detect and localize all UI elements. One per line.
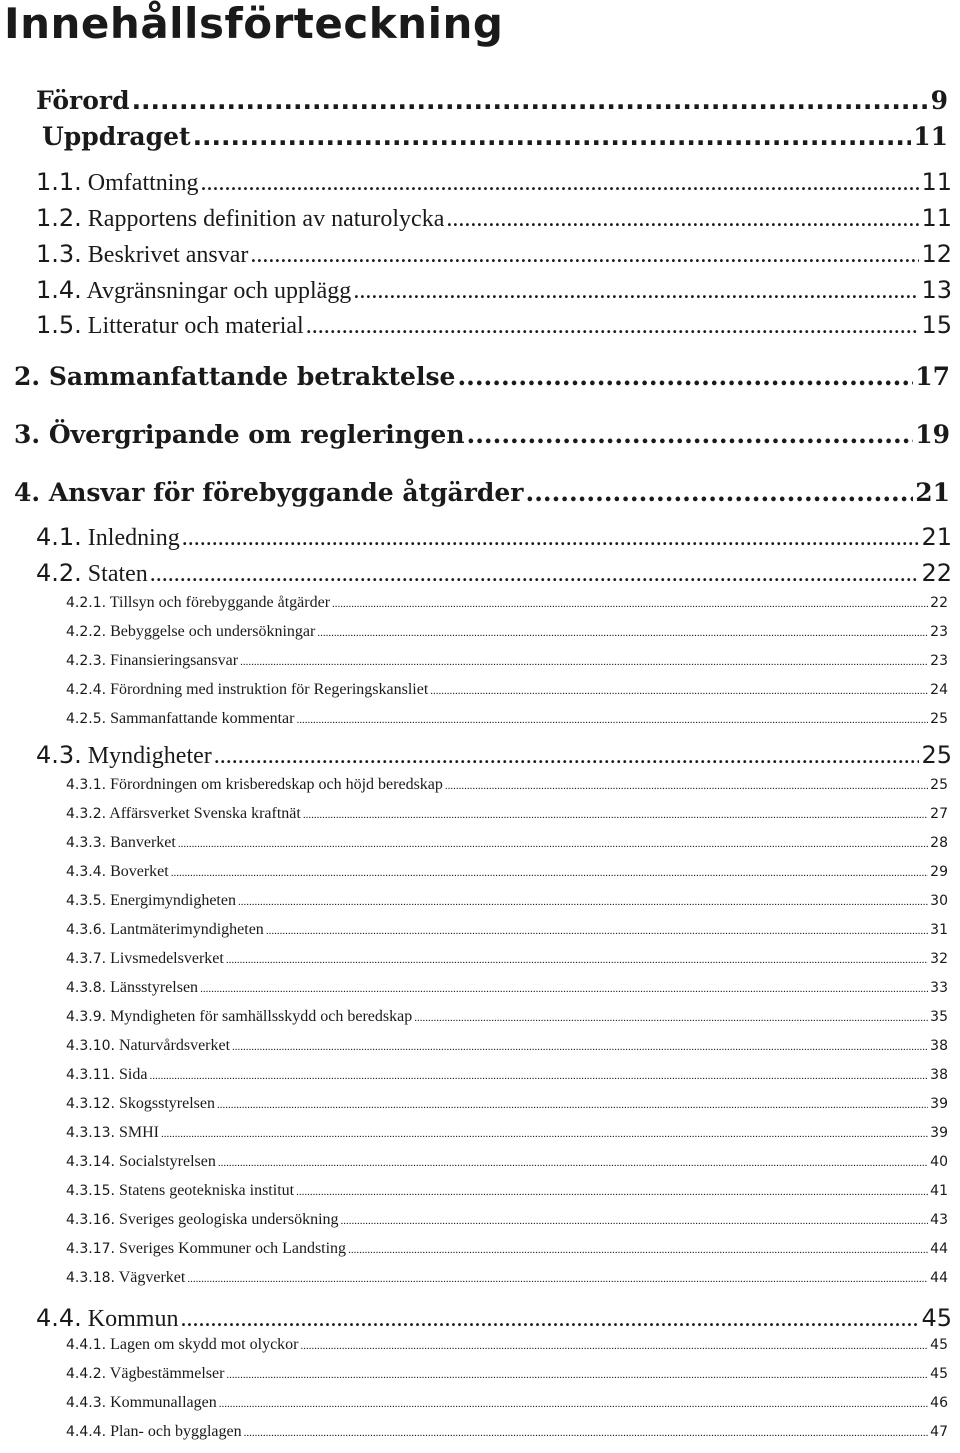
toc-entry-number: 3. bbox=[14, 420, 41, 449]
toc-dot-leader bbox=[250, 242, 919, 269]
toc-page-number: 23 bbox=[930, 653, 948, 669]
toc-entry-label bbox=[42, 122, 193, 151]
toc-dot-leader bbox=[182, 525, 920, 552]
toc-dot-leader bbox=[306, 313, 920, 340]
toc-page-number: 47 bbox=[930, 1424, 948, 1440]
toc-entry[interactable] bbox=[66, 710, 948, 728]
toc-entry-label bbox=[66, 863, 171, 881]
toc-entry-number: 4.3.5. bbox=[66, 893, 107, 909]
toc-page-number: 25 bbox=[930, 711, 948, 727]
toc-entry[interactable] bbox=[66, 1066, 948, 1084]
toc-entry-label bbox=[36, 168, 200, 197]
toc-page-number: 38 bbox=[930, 1067, 948, 1083]
toc-entry-title: Sammanfattande kommentar bbox=[110, 710, 295, 727]
toc-page-number: 9 bbox=[930, 86, 948, 115]
toc-dot-leader bbox=[238, 896, 928, 908]
toc-page-number: 25 bbox=[921, 741, 952, 769]
toc-page-number: 24 bbox=[930, 682, 948, 698]
toc-entry-label bbox=[66, 1124, 161, 1142]
toc-dot-leader bbox=[457, 362, 913, 391]
toc-entry-title: Förordning med instruktion för Regeringskansliet bbox=[110, 681, 429, 698]
toc-entry-label bbox=[36, 240, 250, 269]
toc-entry-number: 4.2.2. bbox=[66, 624, 107, 640]
toc-page-number: 43 bbox=[930, 1212, 948, 1228]
toc-dot-leader bbox=[266, 925, 928, 937]
toc-dot-leader bbox=[317, 627, 928, 639]
toc-entry-label bbox=[36, 276, 353, 305]
toc-entry-label bbox=[36, 559, 150, 588]
toc-entry-number: 2. bbox=[14, 362, 41, 391]
toc-entry-title: Boverket bbox=[110, 863, 169, 880]
toc-page-number: 30 bbox=[930, 893, 948, 909]
toc-entry[interactable] bbox=[14, 362, 950, 391]
toc-entry[interactable] bbox=[36, 86, 948, 115]
toc-entry-label bbox=[66, 1182, 296, 1200]
toc-entry-label bbox=[14, 478, 525, 507]
toc-entry-label bbox=[66, 1008, 414, 1026]
toc-page-number: 44 bbox=[930, 1241, 948, 1257]
toc-entry-title: Myndigheten för samhällsskydd och beredskap bbox=[110, 1008, 413, 1025]
toc-entry-number: 4.2.1. bbox=[66, 595, 107, 611]
toc-dot-leader bbox=[525, 478, 913, 507]
toc-entry-label bbox=[36, 311, 306, 340]
toc-entry-number: 4.3.14. bbox=[66, 1154, 115, 1170]
toc-entry-title: Plan- och bygglagen bbox=[110, 1423, 242, 1440]
toc-entry[interactable] bbox=[66, 1095, 948, 1113]
toc-entry-number: 4.3.6. bbox=[66, 922, 107, 938]
toc-entry-label bbox=[66, 1336, 301, 1354]
toc-dot-leader bbox=[303, 809, 928, 821]
toc-entry[interactable] bbox=[36, 741, 952, 770]
toc-entry-number: 4.3.15. bbox=[66, 1183, 115, 1199]
toc-dot-leader bbox=[218, 1157, 928, 1169]
toc-entry[interactable] bbox=[36, 204, 952, 233]
toc-page-number: 33 bbox=[930, 980, 948, 996]
toc-entry[interactable] bbox=[66, 1269, 948, 1287]
toc-entry-title: Bebyggelse och undersökningar bbox=[110, 623, 316, 640]
toc-entry-number: 4.2. bbox=[36, 559, 82, 587]
toc-dot-leader bbox=[414, 1012, 928, 1024]
toc-page-number: 31 bbox=[930, 922, 948, 938]
toc-entry[interactable] bbox=[66, 1153, 948, 1171]
toc-entry-number: 4.3.16. bbox=[66, 1212, 115, 1228]
toc-entry[interactable] bbox=[66, 1037, 948, 1055]
toc-entry-number: 4.3.4. bbox=[66, 864, 107, 880]
toc-entry[interactable] bbox=[66, 1423, 948, 1441]
toc-entry-title: Sveriges geologiska undersökning bbox=[118, 1211, 339, 1228]
toc-dot-leader bbox=[301, 1340, 929, 1352]
toc-entry-number: 4.3.7. bbox=[66, 951, 107, 967]
toc-page-number: 45 bbox=[921, 1304, 952, 1332]
toc-entry-number: 4.2.3. bbox=[66, 653, 107, 669]
toc-dot-leader bbox=[171, 867, 928, 879]
toc-entry-title: Uppdraget bbox=[42, 122, 191, 151]
toc-entry[interactable] bbox=[66, 1336, 948, 1354]
toc-page-number: 29 bbox=[930, 864, 948, 880]
toc-dot-leader bbox=[446, 206, 919, 233]
toc-entry-label bbox=[66, 1037, 232, 1055]
toc-entry-label bbox=[36, 86, 132, 115]
toc-entry-number: 4.4.1. bbox=[66, 1337, 107, 1353]
toc-entry[interactable] bbox=[14, 478, 950, 507]
toc-entry-title: Beskrivet ansvar bbox=[87, 242, 249, 268]
toc-entry[interactable] bbox=[66, 776, 948, 794]
toc-page-number: 22 bbox=[921, 559, 952, 587]
toc-dot-leader bbox=[296, 1186, 928, 1198]
toc-entry[interactable] bbox=[66, 652, 948, 670]
toc-entry[interactable] bbox=[66, 1008, 948, 1026]
toc-entry-number: 1.3. bbox=[36, 240, 82, 268]
toc-entry-title: Lantmäterimyndigheten bbox=[110, 921, 264, 938]
toc-entry-number: 4.4.3. bbox=[66, 1395, 107, 1411]
toc-entry-number: 4.3.12. bbox=[66, 1096, 115, 1112]
toc-entry-number: 4.2.4. bbox=[66, 682, 107, 698]
toc-entry-number: 4.1. bbox=[36, 523, 82, 551]
toc-page-number: 45 bbox=[930, 1337, 948, 1353]
toc-entry-title: Kommunallagen bbox=[110, 1394, 217, 1411]
toc-entry-number: 4.3.17. bbox=[66, 1241, 115, 1257]
toc-page-number: 28 bbox=[930, 835, 948, 851]
toc-page-number: 15 bbox=[921, 311, 952, 339]
toc-entry[interactable] bbox=[66, 805, 948, 823]
toc-dot-leader bbox=[200, 983, 928, 995]
toc-entry-title: Livsmedelsverket bbox=[110, 950, 224, 967]
toc-entry[interactable] bbox=[66, 681, 948, 699]
toc-entry[interactable] bbox=[42, 122, 948, 151]
toc-page-number: 19 bbox=[915, 420, 950, 449]
toc-entry-label bbox=[66, 1240, 348, 1258]
toc-entry[interactable] bbox=[66, 1124, 948, 1142]
toc-page-number: 13 bbox=[921, 276, 952, 304]
toc-page-number: 11 bbox=[921, 168, 952, 196]
toc-entry-title: Sammanfattande betraktelse bbox=[48, 362, 456, 391]
toc-entry[interactable] bbox=[66, 1182, 948, 1200]
toc-dot-leader bbox=[149, 1070, 928, 1082]
toc-entry-title: Skogsstyrelsen bbox=[118, 1095, 215, 1112]
toc-entry-title: SMHI bbox=[118, 1124, 159, 1141]
toc-dot-leader bbox=[445, 780, 928, 792]
toc-page-number: 12 bbox=[921, 240, 952, 268]
toc-entry[interactable] bbox=[66, 979, 948, 997]
toc-dot-leader bbox=[430, 685, 928, 697]
toc-dot-leader bbox=[187, 1273, 928, 1285]
toc-dot-leader bbox=[180, 1306, 919, 1333]
toc-entry-label bbox=[66, 1423, 244, 1441]
toc-entry-label bbox=[36, 1304, 180, 1333]
toc-entry-label bbox=[66, 652, 240, 670]
toc-dot-leader bbox=[232, 1041, 928, 1053]
toc-entry[interactable] bbox=[66, 1394, 948, 1412]
toc-entry-number: 4.2.5. bbox=[66, 711, 107, 727]
toc-entry-label bbox=[66, 1211, 341, 1229]
toc-page-number: 45 bbox=[930, 1366, 948, 1382]
toc-entry-title: Avgränsningar och upplägg bbox=[86, 278, 352, 304]
toc-entry[interactable] bbox=[36, 240, 952, 269]
toc-entry-title: Länsstyrelsen bbox=[110, 979, 199, 996]
toc-entry[interactable] bbox=[66, 892, 948, 910]
toc-entry-title: Vägverket bbox=[118, 1269, 186, 1286]
toc-page-number: 11 bbox=[921, 204, 952, 232]
toc-entry-number: 4.4.4. bbox=[66, 1424, 107, 1440]
toc-entry-label bbox=[66, 1095, 217, 1113]
toc-entry[interactable] bbox=[66, 950, 948, 968]
toc-entry-label bbox=[66, 892, 238, 910]
toc-page-number: 25 bbox=[930, 777, 948, 793]
toc-page-number: 41 bbox=[930, 1183, 948, 1199]
toc-entry[interactable] bbox=[36, 311, 952, 340]
toc-entry[interactable] bbox=[36, 1304, 952, 1333]
toc-dot-leader bbox=[244, 1427, 929, 1439]
toc-dot-leader bbox=[200, 170, 919, 197]
toc-entry[interactable] bbox=[66, 623, 948, 641]
toc-entry-number: 4.4. bbox=[36, 1304, 82, 1332]
toc-page-number: 46 bbox=[930, 1395, 948, 1411]
toc-dot-leader bbox=[226, 1369, 928, 1381]
toc-entry-number: 4.3.11. bbox=[66, 1067, 115, 1083]
toc-entry-title: Kommun bbox=[87, 1306, 179, 1332]
toc-page-number: 21 bbox=[921, 523, 952, 551]
toc-entry-label bbox=[14, 420, 467, 449]
toc-entry[interactable] bbox=[66, 1211, 948, 1229]
toc-entry-title: Myndigheter bbox=[87, 743, 212, 769]
toc-entry-label bbox=[66, 950, 226, 968]
toc-entry[interactable] bbox=[66, 863, 948, 881]
toc-entry-label bbox=[66, 710, 296, 728]
toc-page-number: 22 bbox=[930, 595, 948, 611]
toc-entry-number: 1.5. bbox=[36, 311, 82, 339]
toc-entry-label bbox=[66, 921, 266, 939]
toc-page-number: 21 bbox=[915, 478, 950, 507]
toc-entry-title: Lagen om skydd mot olyckor bbox=[110, 1336, 299, 1353]
toc-dot-leader bbox=[348, 1244, 928, 1256]
toc-entry-title: Sveriges Kommuner och Landsting bbox=[118, 1240, 347, 1257]
toc-dot-leader bbox=[332, 598, 928, 610]
toc-page-number: 27 bbox=[930, 806, 948, 822]
toc-page-number: 17 bbox=[915, 362, 950, 391]
toc-entry[interactable] bbox=[36, 168, 952, 197]
toc-entry-number: 4.3.1. bbox=[66, 777, 107, 793]
toc-entry-number: 1.4. bbox=[36, 276, 82, 304]
toc-entry[interactable] bbox=[36, 559, 952, 588]
toc-entry-label bbox=[14, 362, 457, 391]
toc-entry-title: Övergripande om regleringen bbox=[48, 420, 465, 449]
toc-page-number: 35 bbox=[930, 1009, 948, 1025]
toc-entry-title: Banverket bbox=[110, 834, 176, 851]
toc-page-number: 39 bbox=[930, 1096, 948, 1112]
toc-dot-leader bbox=[178, 838, 928, 850]
toc-entry[interactable] bbox=[14, 420, 950, 449]
toc-entry-title: Sida bbox=[118, 1066, 148, 1083]
toc-entry-title: Staten bbox=[87, 561, 148, 587]
toc-entry-title: Förordningen om krisberedskap och höjd beredskap bbox=[110, 776, 443, 793]
toc-page-number: 39 bbox=[930, 1125, 948, 1141]
toc-dot-leader bbox=[353, 278, 919, 305]
toc-entry-label bbox=[66, 1394, 219, 1412]
toc-entry-number: 4.3. bbox=[36, 741, 82, 769]
toc-dot-leader bbox=[217, 1099, 928, 1111]
toc-entry-title: Förord bbox=[36, 86, 130, 115]
toc-page-number: 23 bbox=[930, 624, 948, 640]
toc-page-number: 11 bbox=[913, 122, 948, 151]
toc-dot-leader bbox=[296, 714, 928, 726]
toc-entry-label bbox=[66, 1365, 226, 1383]
toc-entry-label bbox=[66, 776, 445, 794]
toc-entry-label bbox=[66, 623, 317, 641]
toc-entry-number: 1.2. bbox=[36, 204, 82, 232]
toc-entry-title: Tillsyn och förebyggande åtgärder bbox=[109, 594, 331, 611]
toc-entry-number: 4.3.18. bbox=[66, 1270, 115, 1286]
toc-dot-leader bbox=[226, 954, 928, 966]
toc-entry-title: Inledning bbox=[87, 525, 180, 551]
toc-entry-label bbox=[66, 805, 303, 823]
toc-entry-label bbox=[66, 681, 430, 699]
toc-entry-number: 4.3.13. bbox=[66, 1125, 115, 1141]
toc-entry[interactable] bbox=[66, 1365, 948, 1383]
toc-entry-title: Litteratur och material bbox=[87, 313, 304, 339]
toc-dot-leader bbox=[341, 1215, 929, 1227]
toc-entry-number: 4.3.8. bbox=[66, 980, 107, 996]
toc-page-number: 44 bbox=[930, 1270, 948, 1286]
toc-entry-number: 4.3.3. bbox=[66, 835, 107, 851]
toc-entry[interactable] bbox=[66, 921, 948, 939]
toc-entry[interactable] bbox=[66, 1240, 948, 1258]
toc-entry[interactable] bbox=[66, 834, 948, 852]
toc-entry-number: 4. bbox=[14, 478, 41, 507]
toc-entry-title: Omfattning bbox=[87, 170, 199, 196]
toc-entry-label bbox=[66, 594, 332, 612]
toc-entry-label bbox=[66, 1153, 218, 1171]
toc-entry-title: Socialstyrelsen bbox=[118, 1153, 216, 1170]
toc-dot-leader bbox=[467, 420, 914, 449]
toc-entry-number: 4.4.2. bbox=[66, 1366, 107, 1382]
toc-entry-number: 4.3.2. bbox=[66, 806, 107, 822]
page-title: Innehållsförteckning bbox=[4, 0, 504, 48]
toc-entry-label bbox=[66, 1269, 187, 1287]
toc-entry-number: 4.3.10. bbox=[66, 1038, 115, 1054]
toc-entry-number: 1.1. bbox=[36, 168, 82, 196]
toc-entry-label bbox=[66, 1066, 149, 1084]
toc-entry[interactable] bbox=[66, 594, 948, 612]
toc-dot-leader bbox=[193, 122, 912, 151]
toc-entry-title: Statens geotekniska institut bbox=[118, 1182, 295, 1199]
toc-dot-leader bbox=[214, 743, 920, 770]
toc-entry-title: Finansieringsansvar bbox=[110, 652, 239, 669]
toc-dot-leader bbox=[150, 561, 920, 588]
toc-dot-leader bbox=[219, 1398, 928, 1410]
toc-entry-title: Ansvar för förebyggande åtgärder bbox=[48, 478, 524, 507]
toc-entry-title: Rapportens definition av naturolycka bbox=[87, 206, 445, 232]
toc-dot-leader bbox=[132, 86, 929, 115]
toc-entry-label bbox=[66, 979, 200, 997]
toc-dot-leader bbox=[161, 1128, 928, 1140]
toc-entry-title: Energimyndigheten bbox=[110, 892, 236, 909]
toc-page-number: 32 bbox=[930, 951, 948, 967]
toc-dot-leader bbox=[240, 656, 928, 668]
toc-entry-title: Naturvårdsverket bbox=[118, 1037, 231, 1054]
toc-entry-label bbox=[66, 834, 178, 852]
toc-entry-title: Vägbestämmelser bbox=[109, 1365, 225, 1382]
toc-entry-label bbox=[36, 741, 214, 770]
toc-entry-title: Affärsverket Svenska kraftnät bbox=[109, 805, 301, 822]
toc-page-number: 38 bbox=[930, 1038, 948, 1054]
toc-entry[interactable] bbox=[36, 276, 952, 305]
toc-entry-label bbox=[36, 204, 446, 233]
toc-page-number: 40 bbox=[930, 1154, 948, 1170]
toc-entry-label bbox=[36, 523, 182, 552]
toc-entry-number: 4.3.9. bbox=[66, 1009, 107, 1025]
toc-entry[interactable] bbox=[36, 523, 952, 552]
